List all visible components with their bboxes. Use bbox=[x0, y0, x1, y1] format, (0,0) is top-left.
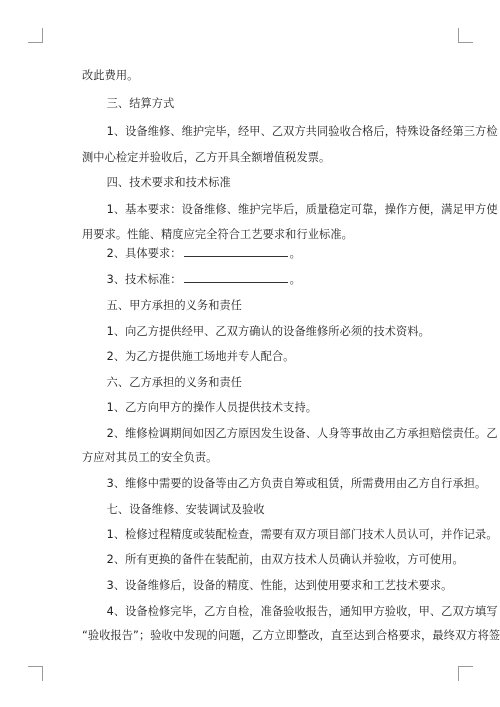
paragraph-line: 2、所有更换的备件在装配前，由双方技术人员确认并验收，方可使用。 bbox=[106, 553, 464, 566]
fill-in-blank[interactable] bbox=[184, 272, 288, 283]
fill-in-line bbox=[82, 272, 442, 288]
paragraph-line: “验收报告”；验收中发现的问题，乙方立即整改，直至达到合格要求，最终双方将签 bbox=[82, 629, 500, 642]
paragraph-line: 3、设备维修后，设备的精度、性能，达到使用要求和工艺技术要求。 bbox=[106, 579, 453, 592]
paragraph-line: 2、为乙方提供施工场地并专人配合。 bbox=[106, 350, 295, 363]
paragraph-line: 改此费用。 bbox=[82, 69, 139, 82]
fill-in-blank[interactable] bbox=[184, 246, 288, 257]
paragraph-line: 1、检修过程精度或装配检查，需要有双方项目部门技术人员认可，并作记录。 bbox=[106, 528, 498, 541]
paragraph-line: 3、维修中需要的设备等由乙方负责自筹或租赁，所需费用由乙方自行承担。 bbox=[106, 477, 487, 490]
paragraph-line: 1、乙方向甲方的操作人员提供技术支持。 bbox=[106, 401, 318, 414]
fill-in-label: 2、具体要求： bbox=[106, 247, 182, 260]
fill-in-label: 3、技术标准： bbox=[106, 273, 182, 286]
fill-in-end: 。 bbox=[289, 247, 301, 260]
paragraph-line: 测中心检定并验收后，乙方开具全额增值税发票。 bbox=[82, 151, 331, 164]
paragraph-line: 1、设备维修、维护完毕，经甲、乙双方共同验收合格后，特殊设备经第三方检 bbox=[106, 125, 498, 138]
paragraph-line: 1、基本要求：设备维修、维护完毕后，质量稳定可靠，操作方便，满足甲方使 bbox=[106, 203, 498, 216]
fill-in-line bbox=[82, 246, 442, 262]
paragraph-line: 方应对其员工的安全负责。 bbox=[82, 451, 218, 464]
paragraph-line: 用要求。性能、精度应完全符合工艺要求和行业标准。 bbox=[82, 228, 353, 241]
section-heading: 四、技术要求和技术标准 bbox=[106, 176, 231, 189]
fill-in-end: 。 bbox=[289, 273, 301, 286]
section-heading: 五、甲方承担的义务和责任 bbox=[106, 299, 243, 312]
paragraph-line: 4、设备检修完毕，乙方自检，准备验收报告，通知甲方验收，甲、乙双方填写 bbox=[106, 605, 498, 618]
section-heading: 六、乙方承担的义务和责任 bbox=[106, 376, 243, 389]
paragraph-line: 2、维修检调期间如因乙方原因发生设备、人身等事故由乙方承担赔偿责任。乙 bbox=[106, 427, 498, 440]
section-heading: 七、设备维修、安装调试及验收 bbox=[106, 503, 265, 516]
section-heading: 三、结算方式 bbox=[106, 97, 175, 110]
paragraph-line: 1、向乙方提供经甲、乙双方确认的设备维修所必须的技术资料。 bbox=[106, 325, 430, 338]
